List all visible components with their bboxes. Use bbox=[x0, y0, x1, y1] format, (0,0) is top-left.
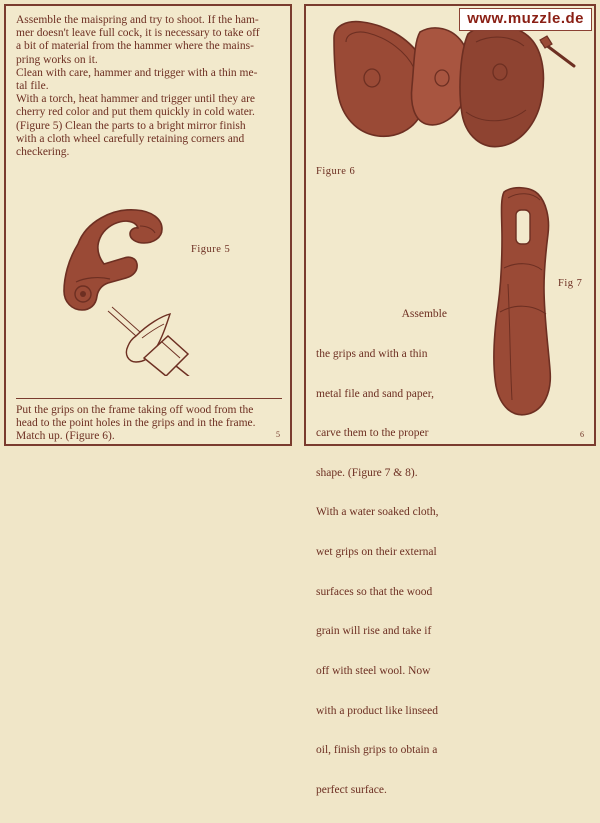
left-page bbox=[4, 4, 292, 446]
text-line: Assemble the maispring and try to shoot. If the ham- bbox=[16, 14, 259, 26]
left-page-bottom-text bbox=[16, 404, 282, 444]
figure-5-illustration bbox=[16, 186, 286, 376]
watermark-muzzle-de: www.muzzle.de bbox=[459, 8, 592, 31]
figure-7-label: Fig 7 bbox=[558, 278, 583, 289]
text-line: Assemble bbox=[316, 308, 447, 321]
figure-6-label: Figure 6 bbox=[316, 166, 356, 177]
figure-6-illustration bbox=[316, 12, 586, 172]
text-line: wet grips on their external bbox=[316, 546, 437, 559]
text-line: With a torch, heat hammer and trigger until they are bbox=[16, 93, 256, 106]
text-line: a bit of material from the hammer where the mains- bbox=[16, 40, 254, 53]
right-page bbox=[304, 4, 596, 796]
figure-5-label: Figure 5 bbox=[191, 244, 231, 255]
text-line: Clean with care, hammer and trigger with a thin me- bbox=[16, 66, 258, 79]
right-page-body-text bbox=[316, 282, 468, 823]
text-line: (Figure 5) Clean the parts to a bright mirror finish bbox=[16, 119, 246, 132]
text-line: the grips and with a thin bbox=[316, 348, 428, 361]
text-line: surfaces so that the wood bbox=[316, 585, 433, 598]
text-line: metal file and sand paper, bbox=[316, 387, 435, 400]
text-line: head to the point holes in the grips and in the frame. bbox=[16, 417, 256, 430]
text-line: with a cloth wheel carefully retaining corners and bbox=[16, 132, 245, 145]
text-line: grain will rise and take if bbox=[316, 625, 432, 638]
left-page-divider bbox=[16, 398, 282, 399]
text-line: off with steel wool. Now bbox=[316, 664, 431, 677]
figure-7-illustration bbox=[474, 184, 584, 434]
text-line: pring works on it. bbox=[16, 53, 98, 66]
text-line: oil, finish grips to obtain a bbox=[316, 744, 438, 757]
text-line: With a water soaked cloth, bbox=[316, 506, 439, 519]
text-line: tal file. bbox=[16, 80, 49, 93]
text-line: shape. (Figure 7 & 8). bbox=[316, 466, 418, 479]
text-line: Match up. (Figure 6). bbox=[16, 430, 115, 443]
left-page-top-text bbox=[16, 14, 282, 159]
text-line: cherry red color and put them quickly in cold water. bbox=[16, 106, 255, 119]
left-page-number: 5 bbox=[276, 430, 280, 439]
text-line: Put the grips on the frame taking off wood from the bbox=[16, 404, 254, 416]
text-line: perfect surface. bbox=[316, 783, 387, 796]
text-line: checkering. bbox=[16, 146, 70, 159]
text-line: carve them to the proper bbox=[316, 427, 429, 440]
right-page-number: 6 bbox=[580, 430, 584, 439]
text-line: mer doesn't leave full cock, it is necessary to take off bbox=[16, 27, 260, 40]
text-line: with a product like linseed bbox=[316, 704, 438, 717]
